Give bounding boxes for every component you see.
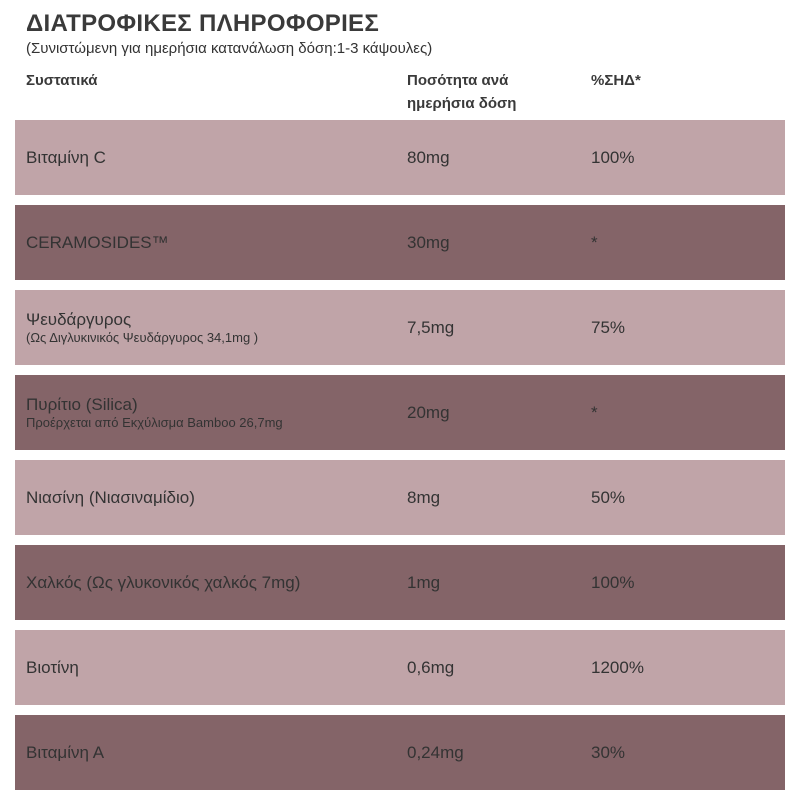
amount-value: 1mg bbox=[407, 573, 441, 592]
ingredient-cell bbox=[26, 375, 396, 450]
amount-value: 80mg bbox=[407, 148, 450, 167]
ingredient-name: Βιοτίνη bbox=[26, 658, 79, 677]
table-row bbox=[15, 120, 785, 195]
table-row bbox=[15, 290, 785, 365]
table-row bbox=[15, 715, 785, 790]
amount-cell bbox=[407, 205, 577, 280]
column-header-ingredients: Συστατικά bbox=[26, 72, 98, 89]
rda-value: 50% bbox=[591, 488, 626, 507]
rda-cell bbox=[591, 460, 771, 535]
column-header-amount-line2: ημερήσια δόση bbox=[407, 95, 517, 112]
amount-cell bbox=[407, 545, 577, 620]
amount-value: 30mg bbox=[407, 233, 450, 252]
ingredient-note: (Ως Διγλυκινικός Ψευδάργυρος 34,1mg ) bbox=[26, 330, 259, 345]
rda-value: 30% bbox=[591, 743, 626, 762]
ingredient-name: Πυρίτιο (Silica) bbox=[26, 395, 138, 414]
ingredient-cell bbox=[26, 545, 396, 620]
dosage-subtitle: (Συνιστώμενη για ημερήσια κατανάλωση δόση:1-3 κάψουλες) bbox=[26, 40, 433, 57]
rda-value: * bbox=[591, 233, 598, 252]
table-row bbox=[15, 460, 785, 535]
column-header-amount bbox=[407, 69, 567, 115]
ingredient-note: Προέρχεται από Εκχύλισμα Bamboo 26,7mg bbox=[26, 415, 283, 430]
column-header-rda: %ΣΗΔ* bbox=[591, 72, 641, 89]
ingredient-name: Βιταμίνη C bbox=[26, 148, 106, 167]
amount-value: 0,24mg bbox=[407, 743, 464, 762]
amount-value: 8mg bbox=[407, 488, 441, 507]
rda-value: 1200% bbox=[591, 658, 644, 677]
amount-value: 0,6mg bbox=[407, 658, 455, 677]
rda-cell bbox=[591, 545, 771, 620]
amount-value: 7,5mg bbox=[407, 318, 455, 337]
page-title: ΔΙΑΤΡΟΦΙΚΕΣ ΠΛΗΡΟΦΟΡΙΕΣ bbox=[26, 10, 380, 37]
rda-value: * bbox=[591, 403, 598, 422]
amount-cell bbox=[407, 375, 577, 450]
amount-cell bbox=[407, 715, 577, 790]
amount-cell bbox=[407, 120, 577, 195]
amount-cell bbox=[407, 290, 577, 365]
rda-value: 100% bbox=[591, 573, 635, 592]
ingredient-cell bbox=[26, 205, 396, 280]
ingredient-cell bbox=[26, 715, 396, 790]
rda-cell bbox=[591, 120, 771, 195]
rda-cell bbox=[591, 205, 771, 280]
rda-cell bbox=[591, 290, 771, 365]
amount-value: 20mg bbox=[407, 403, 450, 422]
ingredient-name: Βιταμίνη Α bbox=[26, 743, 105, 762]
amount-cell bbox=[407, 630, 577, 705]
ingredient-cell bbox=[26, 630, 396, 705]
ingredient-name: CERAMOSIDES™ bbox=[26, 233, 169, 252]
rda-value: 100% bbox=[591, 148, 635, 167]
rda-value: 75% bbox=[591, 318, 626, 337]
table-row bbox=[15, 205, 785, 280]
ingredient-cell bbox=[26, 120, 396, 195]
rda-cell bbox=[591, 375, 771, 450]
rda-cell bbox=[591, 630, 771, 705]
ingredient-name: Νιασίνη (Νιασιναμίδιο) bbox=[26, 488, 195, 507]
rda-cell bbox=[591, 715, 771, 790]
ingredient-cell bbox=[26, 460, 396, 535]
amount-cell bbox=[407, 460, 577, 535]
ingredient-name: Ψευδάργυρος bbox=[26, 310, 132, 329]
table-row bbox=[15, 545, 785, 620]
table-row bbox=[15, 375, 785, 450]
ingredient-name: Χαλκός (Ως γλυκονικός χαλκός 7mg) bbox=[26, 573, 301, 592]
ingredient-cell bbox=[26, 290, 396, 365]
column-header-amount-line1: Ποσότητα ανά bbox=[407, 72, 509, 89]
table-row bbox=[15, 630, 785, 705]
